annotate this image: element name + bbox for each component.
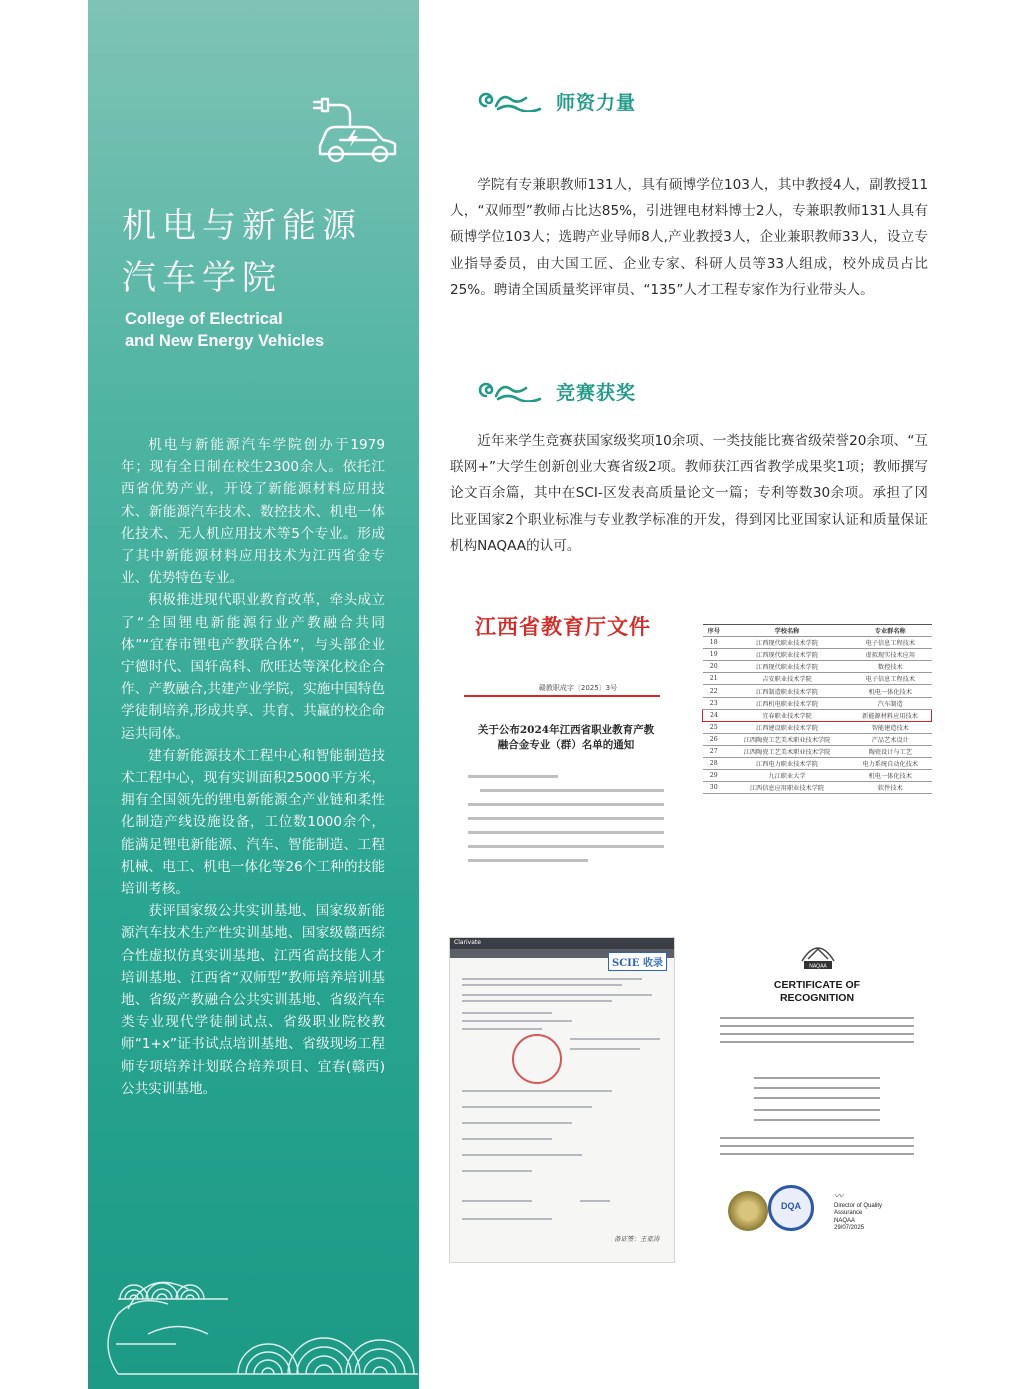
text-line: [468, 845, 664, 848]
text-line: [720, 1041, 914, 1043]
text-line: [462, 978, 642, 980]
table-cell: 江西机电职业技术学院: [725, 697, 849, 709]
scie-tag: SCIE 收录: [608, 952, 667, 971]
table-cell: 28: [703, 758, 725, 770]
text-line: [720, 1153, 914, 1155]
awards-paragraph: 近年来学生竞赛获国家级奖项10余项、一类技能比赛省级荣誉20余项、“互联网+”大学生创新创业大赛省级2项。教师获江西省教学成果奖1项；教师撰写论文百余篇，其中在SCI-区发表高质量论文一篇；专利等数30余项。承担了冈比亚国家2个职业标准与专业教学标准的开发，得到冈比亚国家认证和质量保证机构NAQAA的认可。: [450, 433, 928, 554]
section-title: 竞赛获奖: [556, 381, 637, 404]
table-cell: 江西现代职业技术学院: [725, 649, 849, 661]
text-line: [468, 817, 664, 820]
table-cell: 陶瓷设计与工艺: [849, 745, 931, 757]
table-cell: 19: [703, 649, 725, 661]
text-line: [468, 859, 588, 862]
text-line: [754, 1119, 880, 1121]
table-cell: 江西信息应用职业技术学院: [725, 782, 849, 794]
text-line: [754, 1097, 880, 1099]
table-row: [703, 758, 932, 770]
electric-car-icon: [306, 88, 406, 168]
table-cell: 电子信息工程技术: [849, 637, 931, 649]
text-line: [754, 1087, 880, 1089]
document-number: 赣教职成字〔2025〕3号: [538, 684, 618, 692]
signature: 备证签：王亚涛: [614, 1235, 660, 1243]
text-line: [468, 775, 558, 778]
table-cell: 机电一体化技术: [849, 685, 931, 697]
signature-scribble: 〰: [834, 1191, 844, 1201]
table-cell: 25: [703, 721, 725, 733]
naqaa-seal: [768, 1185, 814, 1231]
section-title: 师资力量: [556, 91, 637, 114]
table-cell: 江西现代职业技术学院: [725, 637, 849, 649]
table-cell: 九江职业大学: [725, 770, 849, 782]
column-header: 学校名称: [725, 625, 849, 637]
table-cell: 26: [703, 733, 725, 745]
text-line: [462, 1170, 532, 1172]
college-title-cn: [122, 200, 412, 304]
text-line: [462, 1090, 612, 1092]
table-cell: 数控技术: [849, 661, 931, 673]
text-line: [720, 1017, 914, 1019]
text-line: [720, 1145, 914, 1147]
text-line: [462, 1218, 552, 1220]
college-intro: [121, 434, 385, 1100]
text-line: [462, 1012, 552, 1014]
table-row: [703, 649, 932, 661]
section-heading-awards: [474, 376, 636, 406]
red-divider: [464, 695, 660, 697]
director-signature-block: [834, 1193, 920, 1233]
table-cell: 22: [703, 685, 725, 697]
table-cell: 23: [703, 697, 725, 709]
text-line: [462, 994, 652, 996]
table-cell: 24: [703, 709, 725, 721]
tvet-seal: [728, 1191, 768, 1231]
table-row: [703, 673, 932, 685]
table-row: [703, 721, 932, 733]
text-line: [462, 1138, 552, 1140]
intro-paragraph: 建有新能源技术工程中心和智能制造技术工程中心，现有实训面积25000平方米，拥有全国领先的锂电新能源全产业链和柔性化制造产线设施设备，工位数1000余个，能满足锂电新能源、汽车、智能制造、工程机械、电工、机电一体化等26个工种的技能培训考核。: [121, 747, 385, 898]
column-header: 序号: [703, 625, 725, 637]
intro-paragraph: 获评国家级公共实训基地、国家级新能源汽车技术生产性实训基地、国家级赣西综合性虚拟仿真实训基地、江西省高技能人才培训基地、江西省“双师型”教师培养培训基地、省级产教融合公共实训基地、省级汽车类专业现代学徒制试点、省级职业院校教师“1+x”证书试点培训基地、省级现场工程师专项培养计划联合培养项目、宜春(赣西)公共实训基地。: [121, 903, 385, 1097]
faculty-paragraph: 学院有专兼职教师131人，具有硕博学位103人，其中教授4人，副教授11人，“双师型”教师占比达85%，引进锂电材料博士2人，专兼职教师131人具有硕博学位103人；选聘产业导师8人,产业教授3人，企业兼职教师33人，设立专业指导委员，由大国工匠、企业专家、科研人员等33人组成，校外成员占比25%。聘请全国质量奖评审员、“135”人才工程专家作为行业带头人。: [450, 177, 928, 298]
education-department-document: [458, 603, 668, 873]
table-cell: 江西陶瓷工艺美术职业技术学院: [725, 733, 849, 745]
table-row: [703, 770, 932, 782]
table-cell: 电子信息工程技术: [849, 673, 931, 685]
table-row: [703, 733, 932, 745]
text-line: [580, 1200, 610, 1202]
title-line-1: 机电与新能源: [122, 206, 362, 246]
certificate-title: [714, 979, 920, 1005]
table-cell: 29: [703, 770, 725, 782]
text-line: [468, 803, 664, 806]
cloud-wave-decoration: [88, 1129, 419, 1389]
table-cell: 20: [703, 661, 725, 673]
table-cell: 江西现代职业技术学院: [725, 661, 849, 673]
certificate-title-line-1: CERTIFICATE OF: [773, 979, 861, 991]
table-row: [703, 637, 932, 649]
site-label: Clarivate: [454, 939, 481, 946]
intro-paragraph: 机电与新能源汽车学院创办于1979年；现有全日制在校生2300余人。依托江西省优势产业，开设了新能源材料应用技术、新能源汽车技术、数控技术、机电一体化技术、无人机应用技术等5个专业。形成了其中新能源材料应用技术为江西省金专业、优势特色专业。: [121, 437, 385, 587]
table-cell: 江西制造职业技术学院: [725, 685, 849, 697]
table-cell: 吉安职业技术学院: [725, 673, 849, 685]
text-line: [462, 984, 622, 986]
title-en-line-2: and New Energy Vehicles: [125, 332, 324, 350]
document-heading: 关于公布2024年江西省职业教育产教融合金专业（群）名单的通知: [477, 724, 655, 751]
text-line: [462, 1154, 582, 1156]
text-line: [570, 1038, 660, 1040]
table-cell: 18: [703, 637, 725, 649]
sidebar: [88, 0, 419, 1389]
wave-icon: [474, 380, 550, 402]
text-line: [462, 1000, 612, 1002]
certificate-date: 29/07/2025: [834, 1225, 865, 1231]
browser-topbar: [450, 938, 675, 949]
text-line: [468, 831, 664, 834]
table-cell: 新能源材料应用技术: [849, 709, 931, 721]
table-cell: 21: [703, 673, 725, 685]
college-title-en: [125, 308, 415, 352]
table-header-row: [703, 625, 932, 637]
title-line-2: 汽车学院: [122, 258, 282, 298]
table-row: [703, 709, 932, 721]
table-cell: 机电一体化技术: [849, 770, 931, 782]
text-line: [754, 1077, 880, 1079]
text-line: [720, 1033, 914, 1035]
table-row: [703, 685, 932, 697]
certificate-title-line-2: RECOGNITION: [779, 992, 855, 1004]
table-cell: 30: [703, 782, 725, 794]
table-cell: 江西陶瓷工艺美术职业技术学院: [725, 745, 849, 757]
text-line: [462, 1020, 572, 1022]
gold-major-list-table: [702, 624, 932, 794]
table-cell: 江西电力职业技术学院: [725, 758, 849, 770]
table-row: [703, 661, 932, 673]
table-row: [703, 697, 932, 709]
emblem-label: NAQAA: [809, 963, 827, 970]
table-cell: 宜春职业技术学院: [725, 709, 849, 721]
column-header: 专业群名称: [849, 625, 931, 637]
text-line: [720, 1137, 914, 1139]
table-cell: 汽车制造: [849, 697, 931, 709]
table-row: [703, 745, 932, 757]
text-line: [462, 1028, 542, 1030]
table-cell: 江西建设职业技术学院: [725, 721, 849, 733]
director-line-2: Assurance: [834, 1210, 863, 1216]
seal-label: DQA: [781, 1201, 801, 1211]
text-line: [462, 1122, 572, 1124]
text-line: [480, 789, 664, 792]
text-line: [754, 1109, 880, 1111]
document-header: 江西省教育厅文件: [475, 614, 651, 639]
table-cell: 软件技术: [849, 782, 931, 794]
section-heading-faculty: [474, 86, 636, 116]
naqaa-emblem-icon: [798, 939, 838, 973]
text-line: [462, 1200, 532, 1202]
table-cell: 电力系统自动化技术: [849, 758, 931, 770]
director-line-3: NAQAA: [834, 1217, 856, 1224]
text-line: [720, 1025, 914, 1027]
table-cell: 产品艺术设计: [849, 733, 931, 745]
title-en-line-1: College of Electrical: [125, 310, 283, 328]
intro-paragraph: 积极推进现代职业教育改革，牵头成立了“全国锂电新能源行业产教融合共同体”“宜春市锂电产教联合体”，与头部企业宁德时代、国轩高科、欣旺达等深化校企合作、产教融合,共建产业学院，实施中国特色学徒制培养,形成共享、共育、共赢的校企命运共同体。: [121, 592, 385, 742]
text-line: [570, 1048, 640, 1050]
table-cell: 27: [703, 745, 725, 757]
text-line: [462, 1106, 592, 1108]
red-stamp: [512, 1034, 562, 1084]
director-line-1: Director of Quality: [834, 1202, 883, 1209]
sci-paper-screenshot: [449, 937, 675, 1263]
table-row: [703, 782, 932, 794]
wave-icon: [474, 90, 550, 112]
table-cell: 智能建造技术: [849, 721, 931, 733]
certificate-of-recognition: [714, 937, 920, 1263]
table-cell: 虚拟现实技术应用: [849, 649, 931, 661]
